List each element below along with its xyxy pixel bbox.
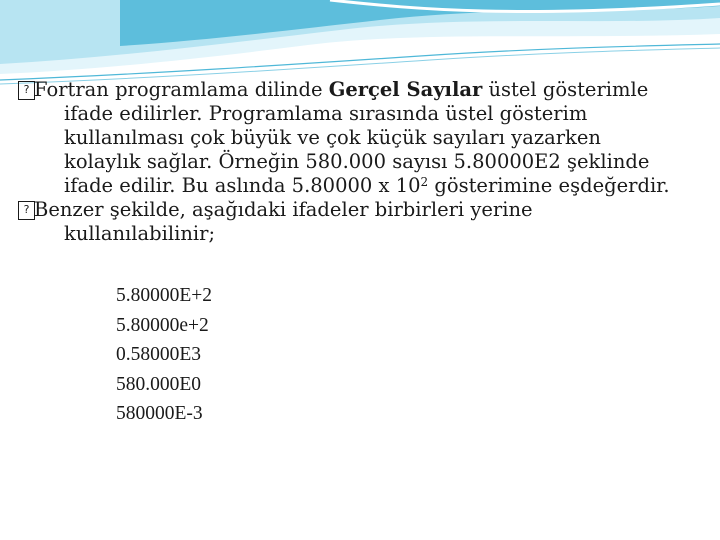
header-wave-decoration <box>0 0 720 90</box>
slide-body <box>18 78 718 246</box>
paragraph1-line1-pre: Fortran programlama dilinde <box>34 78 329 101</box>
bullet-paragraph-1 <box>18 78 718 198</box>
exponent-superscript: 2 <box>420 175 429 189</box>
example-item: 580.000E0 <box>116 373 202 395</box>
example-item: 5.80000E+2 <box>116 285 213 306</box>
example-item: 580000E-3 <box>116 403 203 424</box>
example-item: 5.80000e+2 <box>116 314 209 336</box>
missing-glyph-box-icon: ? <box>18 201 35 220</box>
example-item: 0.58000E3 <box>116 344 202 365</box>
paragraph1-line5 <box>64 174 670 197</box>
paragraph1-line4: kolaylık sağlar. Örneğin 580.000 sayısı 5.80000E2 şeklinde <box>64 150 650 173</box>
paragraph1-line2: ifade edilirler. Programlama sırasında üstel gösterim <box>64 102 588 125</box>
paragraph1-line5-pre: ifade edilir. Bu aslında 5.80000 x 10 <box>64 174 421 197</box>
paragraph1-line5-post: gösterimine eşdeğerdir. <box>428 174 670 197</box>
missing-glyph-box-icon: ? <box>18 81 35 100</box>
term-gercel-sayilar: Gerçel Sayılar <box>328 78 483 101</box>
paragraph2-line2: kullanılabilinir; <box>64 222 216 245</box>
paragraph2-line1: Benzer şekilde, aşağıdaki ifadeler birbirleri yerine <box>34 198 533 221</box>
paragraph1-line1 <box>34 78 648 101</box>
paragraph1-line1-post: üstel gösterimle <box>482 78 649 101</box>
examples-list <box>116 281 212 429</box>
bullet-paragraph-2 <box>18 198 718 246</box>
paragraph1-line3: kullanılması çok büyük ve çok küçük sayıları yazarken <box>64 126 601 149</box>
